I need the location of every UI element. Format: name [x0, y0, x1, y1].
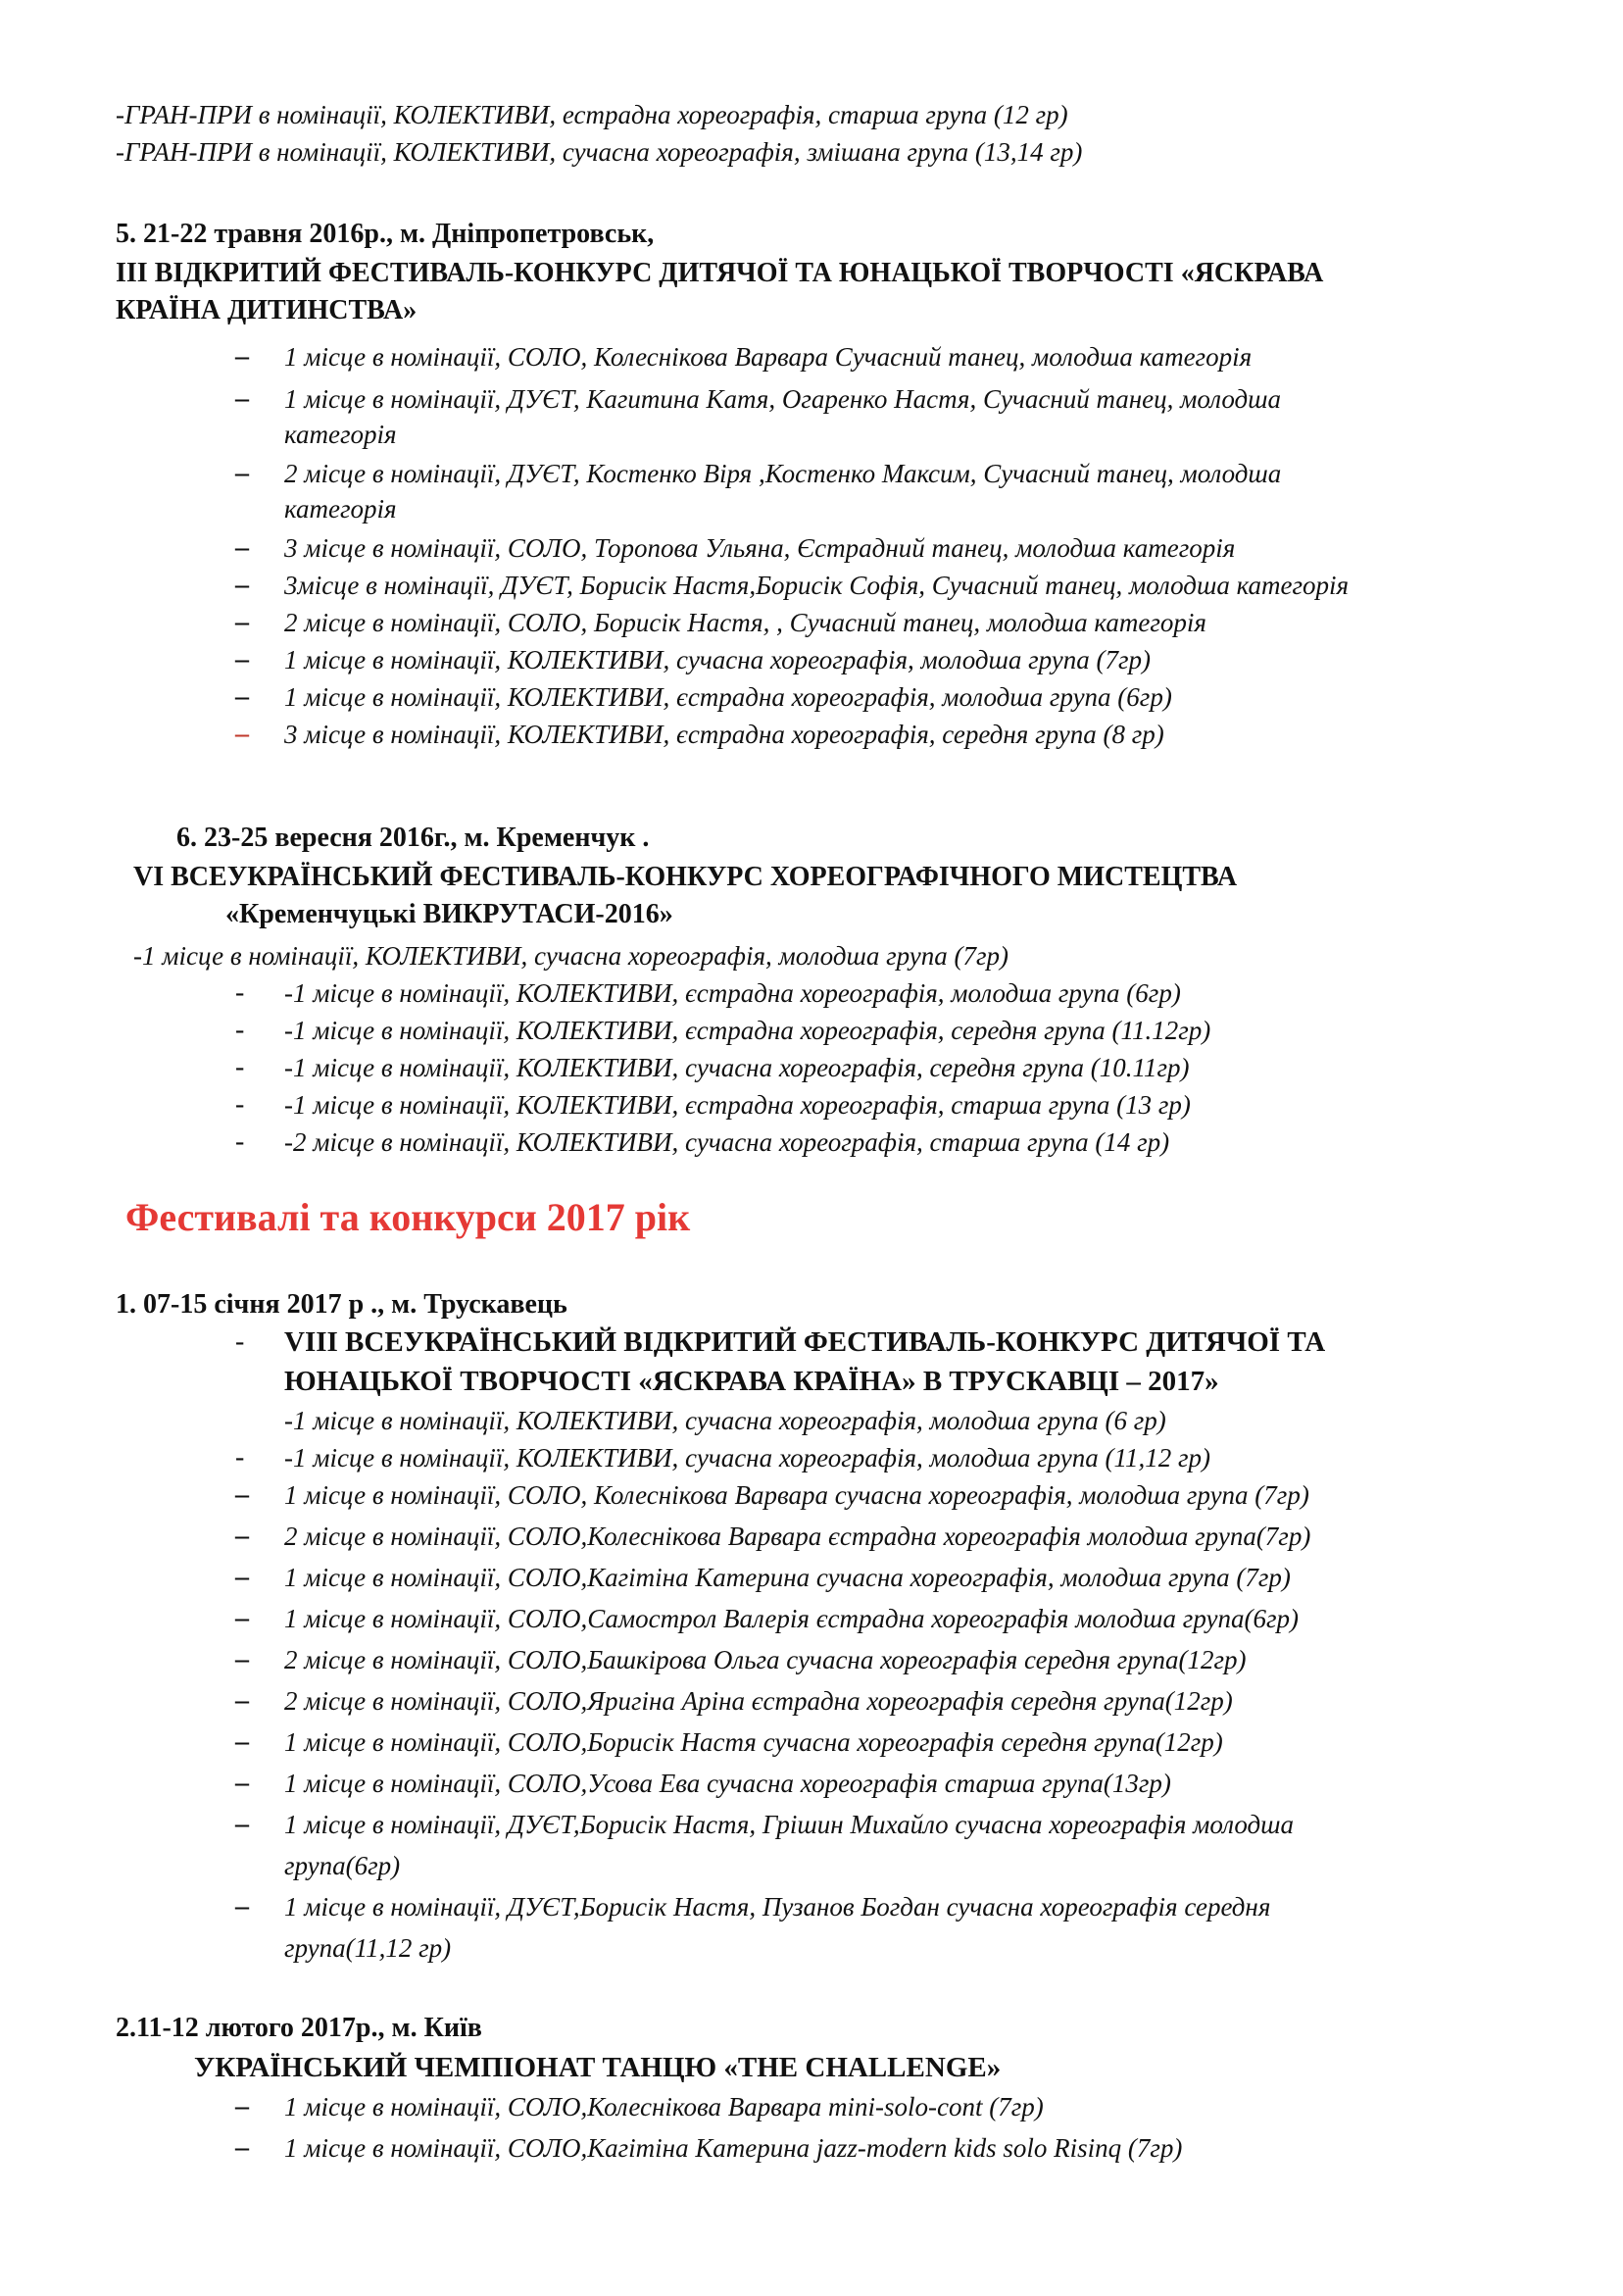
- list-item: 1 місце в номінації, ДУЄТ,Борисік Настя, Грішин Михайло сучасна хореографія молодша: [284, 1810, 1295, 1839]
- list-item: -1 місце в номінації, КОЛЕКТИВИ, сучасна хореографія, середня група (10.11гр): [284, 1053, 1190, 1082]
- bullet-dash: -: [235, 1052, 245, 1082]
- list-item: -2 місце в номінації, КОЛЕКТИВИ, сучасна хореографія, старша група (14 гр): [284, 1127, 1170, 1157]
- bullet-dash: –: [235, 341, 249, 372]
- section-header: 1. 07-15 січня 2017 р ., м. Трускавець: [116, 1289, 567, 1320]
- list-item: -1 місце в номінації, КОЛЕКТИВИ, сучасна хореографія, молодша група (6 гр): [284, 1406, 1166, 1435]
- bullet-dash: –: [235, 1726, 249, 1757]
- section-title: ІІІ ВІДКРИТИЙ ФЕСТИВАЛЬ-КОНКУРС ДИТЯЧОЇ ТА ЮНАЦЬКОЇ ТВОРЧОСТІ «ЯСКРАВА: [116, 258, 1324, 288]
- bullet-dash: –: [235, 1768, 249, 1798]
- section-title: КРАЇНА ДИТИНСТВА»: [116, 295, 418, 325]
- section-header: 6. 23-25 вересня 2016г., м. Кременчук .: [176, 823, 650, 853]
- list-item: 1 місце в номінації, КОЛЕКТИВИ, єстрадна хореографія, молодша група (6гр): [284, 682, 1172, 712]
- bullet-dash: -: [235, 1015, 245, 1045]
- list-item: 1 місце в номінації, СОЛО,Самострол Валерія єстрадна хореографія молодша група(6гр): [284, 1604, 1299, 1633]
- list-item: 1 місце в номінації, СОЛО,Кагітіна Катерина jazz-modern kids solo Risinq (7гр): [284, 2133, 1183, 2163]
- list-item: -1 місце в номінації, КОЛЕКТИВИ, єстрадна хореографія, середня група (11.12гр): [284, 1016, 1211, 1045]
- bullet-dash: –: [235, 532, 249, 563]
- section-header: 2.11-12 лютого 2017р., м. Київ: [116, 2013, 482, 2043]
- section-title: УКРАЇНСЬКИЙ ЧЕМПІОНАТ ТАНЦЮ «THE CHALLENGE»: [194, 2052, 1002, 2083]
- section-header: 5. 21-22 травня 2016р., м. Дніпропетровськ,: [116, 219, 655, 249]
- list-item: 1 місце в номінації, КОЛЕКТИВИ, сучасна хореографія, молодша група (7гр): [284, 645, 1152, 674]
- intro-line: -ГРАН-ПРИ в номінації, КОЛЕКТИВИ, естрадна хореографія, старша група (12 гр): [116, 100, 1068, 129]
- list-item: 2 місце в номінації, СОЛО,Башкірова Ольга сучасна хореографія середня група(12гр): [284, 1645, 1247, 1674]
- bullet-dash: –: [235, 458, 249, 488]
- list-item: -1 місце в номінації, КОЛЕКТИВИ, сучасна хореографія, молодша група (7гр): [133, 941, 1009, 971]
- bullet-dash: –: [235, 681, 249, 712]
- bullet-dash: –: [235, 1644, 249, 1674]
- list-item-continued: група(6гр): [284, 1851, 401, 1880]
- intro-line: -ГРАН-ПРИ в номінації, КОЛЕКТИВИ, сучасна хореографія, змішана група (13,14 гр): [116, 137, 1083, 167]
- bullet-dash: –: [235, 607, 249, 637]
- bullet-dash: –: [235, 1809, 249, 1839]
- list-item: 3місце в номінації, ДУЄТ, Борисік Настя,Борисік Софія, Сучасний танец, молодша категорія: [284, 571, 1350, 600]
- bullet-dash: –: [235, 1603, 249, 1633]
- bullet-dash: –: [235, 1891, 249, 1922]
- year-heading: Фестивалі та конкурси 2017 рік: [125, 1195, 691, 1239]
- list-item: 1 місце в номінації, СОЛО,Кагітіна Катерина сучасна хореографія, молодша група (7гр): [284, 1563, 1291, 1592]
- list-item: 1 місце в номінації, ДУЄТ,Борисік Настя, Пузанов Богдан сучасна хореографія середня: [284, 1892, 1271, 1922]
- bullet-dash: –: [235, 1562, 249, 1592]
- section-title: ЮНАЦЬКОЇ ТВОРЧОСТІ «ЯСКРАВА КРАЇНА» В ТРУСКАВЦІ – 2017»: [284, 1366, 1219, 1397]
- list-item: 3 місце в номінації, СОЛО, Торопова Ульяна, Єстрадний танец, молодша категорія: [284, 533, 1236, 563]
- list-item: 3 місце в номінації, КОЛЕКТИВИ, єстрадна хореографія, середня група (8 гр): [284, 720, 1164, 749]
- list-item: 2 місце в номінації, СОЛО,Яригіна Аріна єстрадна хореографія середня група(12гр): [284, 1686, 1233, 1716]
- bullet-dash: –: [235, 1685, 249, 1716]
- bullet-dash: –: [235, 570, 249, 600]
- list-item: -1 місце в номінації, КОЛЕКТИВИ, єстрадна хореографія, старша група (13 гр): [284, 1090, 1191, 1120]
- list-item-continued: категорія: [284, 420, 397, 449]
- list-item: 1 місце в номінації, СОЛО, Колеснікова Варвара сучасна хореографія, молодша група (7гр): [284, 1480, 1309, 1510]
- bullet-dash: –: [235, 1479, 249, 1510]
- bullet-dash: –: [235, 1521, 249, 1551]
- list-item: 1 місце в номінації, СОЛО, Колеснікова Варвара Сучасний танец, молодша категорія: [284, 342, 1253, 372]
- bullet-dash: –: [235, 383, 249, 414]
- list-item-continued: категорія: [284, 494, 397, 524]
- list-item: 1 місце в номінації, СОЛО,Колеснікова Варвара mini-solo-cont (7гр): [284, 2092, 1044, 2121]
- section-title: VIII ВСЕУКРАЇНСЬКИЙ ВІДКРИТИЙ ФЕСТИВАЛЬ-КОНКУРС ДИТЯЧОЇ ТА: [284, 1326, 1326, 1358]
- bullet-dash: –: [235, 2132, 249, 2163]
- list-item: 2 місце в номінації, СОЛО,Колеснікова Варвара єстрадна хореографія молодша група(7гр): [284, 1522, 1311, 1551]
- bullet-dash: -: [235, 977, 245, 1008]
- list-item: 1 місце в номінації, СОЛО,Усова Ева сучасна хореографія старша група(13гр): [284, 1769, 1171, 1798]
- list-item: 2 місце в номінації, ДУЄТ, Костенко Віря ,Костенко Максим, Сучасний танец, молодша: [284, 459, 1282, 488]
- list-item: 2 місце в номінації, СОЛО, Борисік Настя, , Сучасний танец, молодша категорія: [284, 608, 1206, 637]
- bullet-dash: -: [235, 1326, 245, 1357]
- bullet-dash: –: [235, 719, 249, 749]
- bullet-dash: -: [235, 1089, 245, 1120]
- list-item: 1 місце в номінації, СОЛО,Борисік Настя сучасна хореографія середня група(12гр): [284, 1727, 1223, 1757]
- section-title: «Кременчуцькі ВИКРУТАСИ-2016»: [225, 899, 673, 929]
- list-item: -1 місце в номінації, КОЛЕКТИВИ, єстрадна хореографія, молодша група (6гр): [284, 978, 1181, 1008]
- list-item: 1 місце в номінації, ДУЄТ, Кагитина Катя, Огаренко Настя, Сучасний танец, молодша: [284, 384, 1282, 414]
- bullet-dash: –: [235, 644, 249, 674]
- bullet-dash: –: [235, 2091, 249, 2121]
- list-item-continued: група(11,12 гр): [284, 1933, 452, 1963]
- section-title: VI ВСЕУКРАЇНСЬКИЙ ФЕСТИВАЛЬ-КОНКУРС ХОРЕОГРАФІЧНОГО МИСТЕЦТВА: [133, 862, 1238, 892]
- list-item: -1 місце в номінації, КОЛЕКТИВИ, сучасна хореографія, молодша група (11,12 гр): [284, 1443, 1211, 1472]
- bullet-dash: -: [235, 1442, 245, 1472]
- bullet-dash: -: [235, 1126, 245, 1157]
